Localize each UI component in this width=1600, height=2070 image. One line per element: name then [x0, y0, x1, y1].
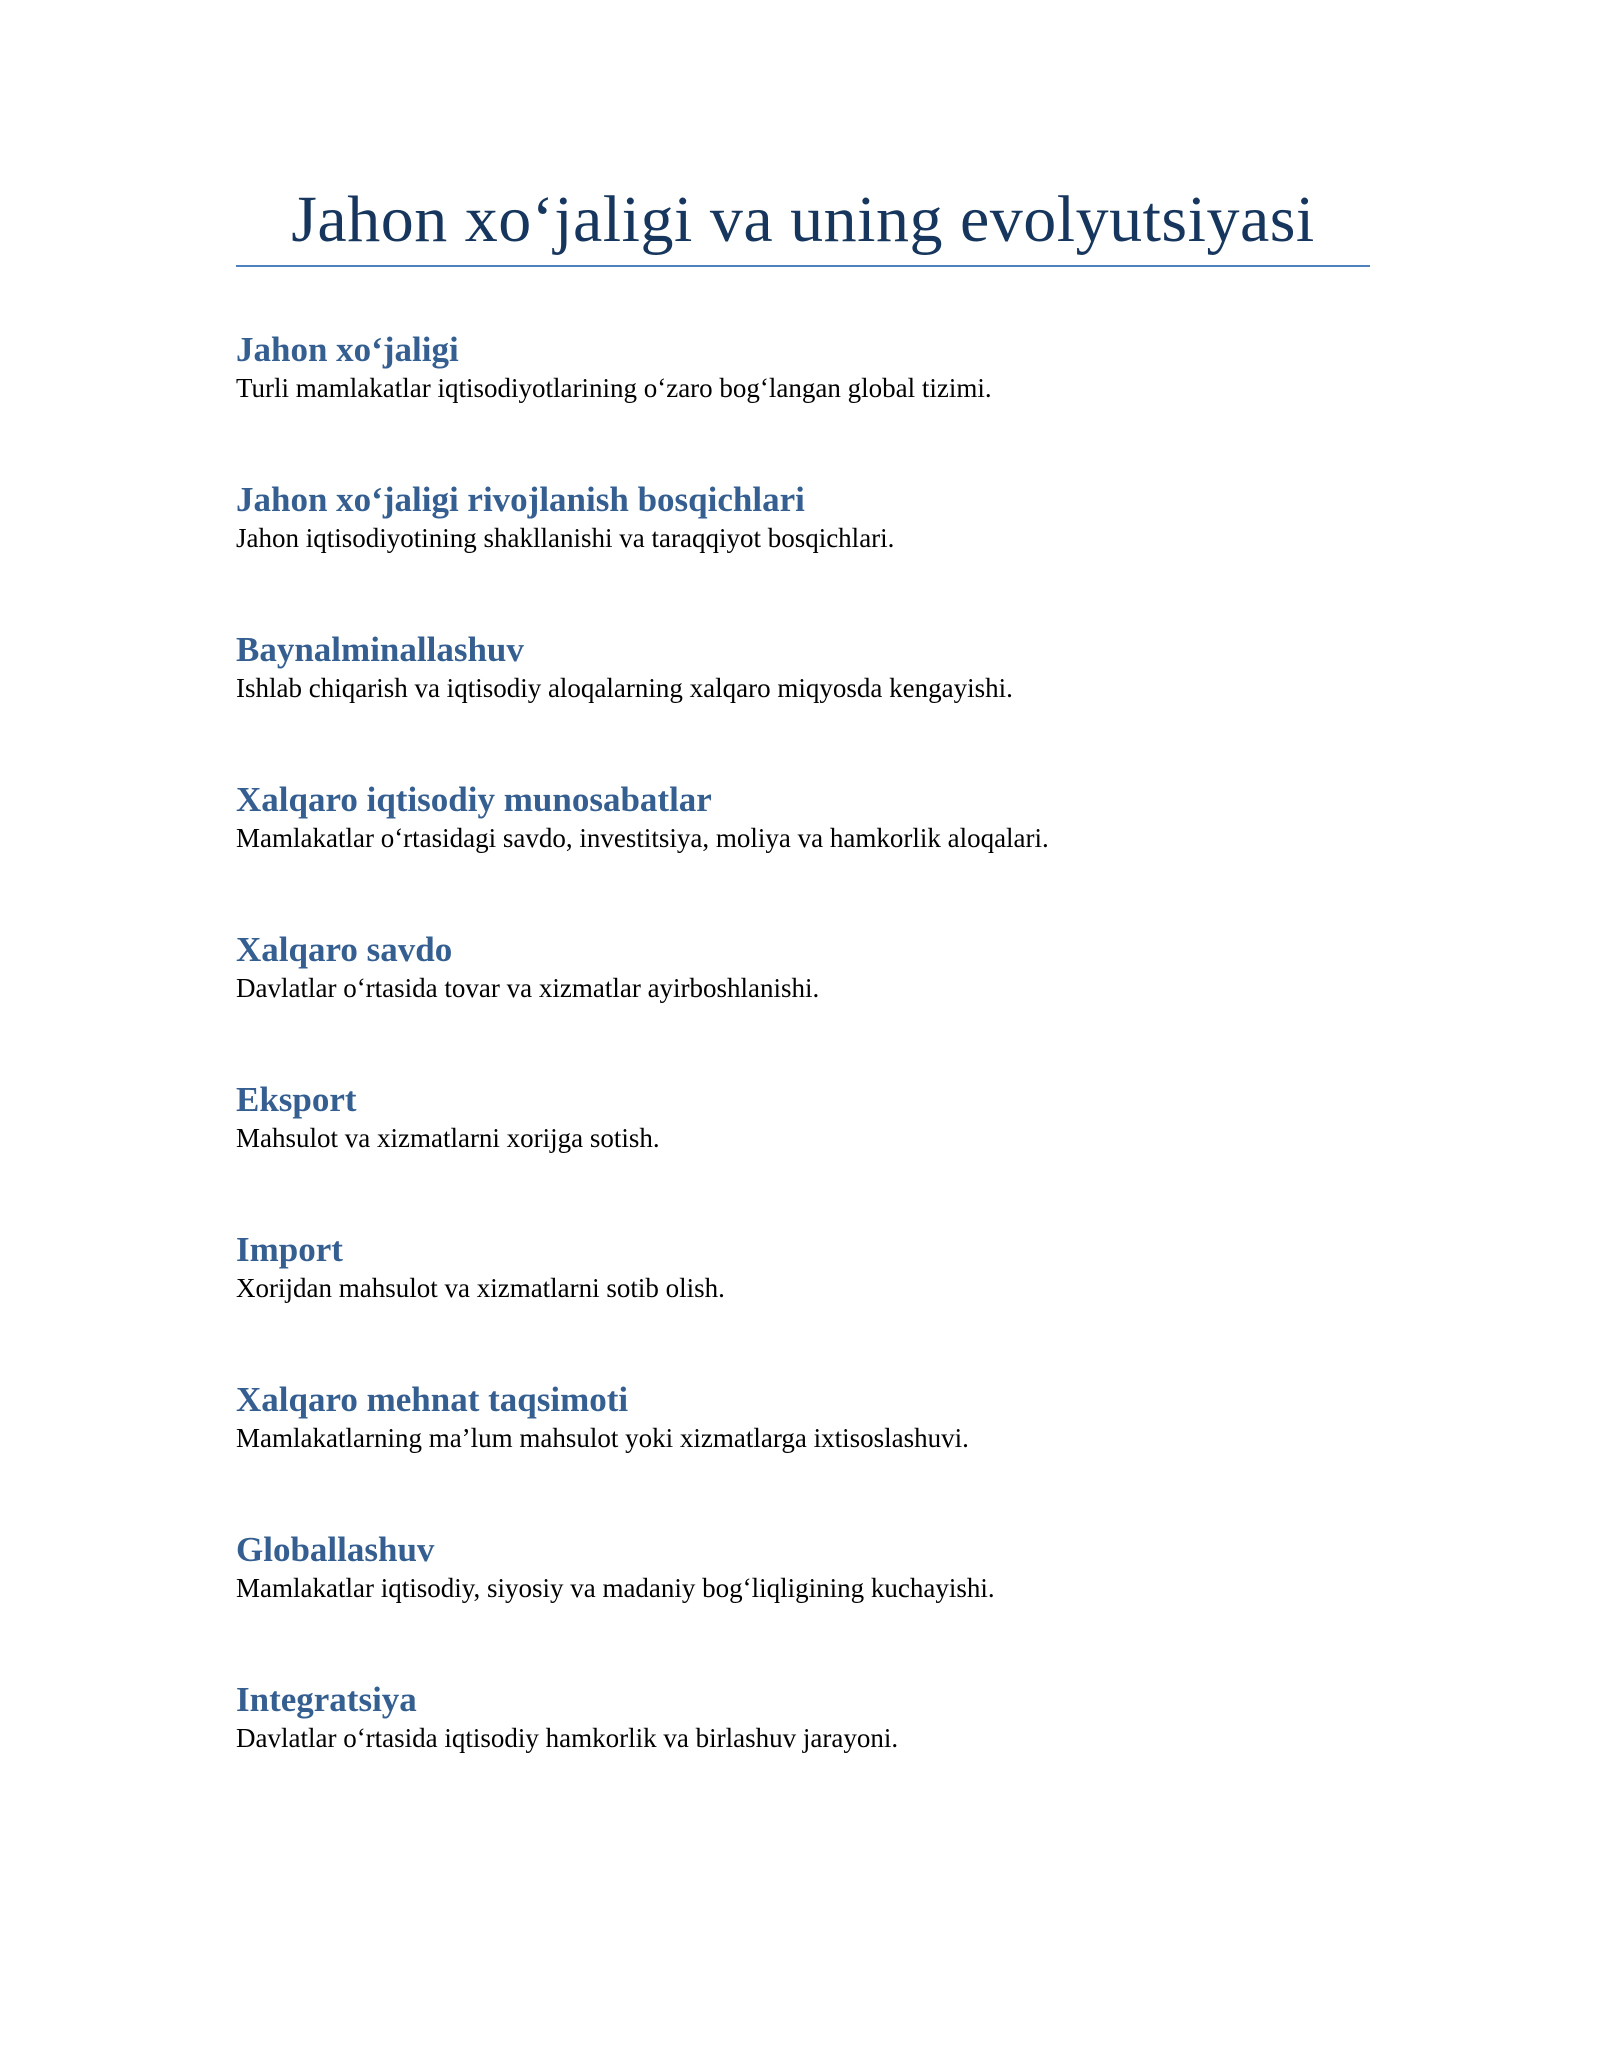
- term-definition: Xorijdan mahsulot va xizmatlarni sotib olish.: [236, 1273, 725, 1304]
- term-heading: Xalqaro mehnat taqsimoti: [236, 1380, 629, 1420]
- term-entry: [236, 1079, 1370, 1229]
- document-title: Jahon xo‘jaligi va uning evolyutsiyasi: [236, 180, 1370, 267]
- term-definition: Jahon iqtisodiyotining shakllanishi va taraqqiyot bosqichlari.: [236, 523, 895, 554]
- term-heading: Eksport: [236, 1080, 357, 1120]
- term-heading: Baynalminallashuv: [236, 630, 524, 670]
- term-heading: Xalqaro savdo: [236, 930, 453, 970]
- term-entry: [236, 1379, 1370, 1529]
- term-heading: Jahon xo‘jaligi rivojlanish bosqichlari: [236, 480, 805, 520]
- term-list: [236, 329, 1370, 1829]
- term-entry: [236, 329, 1370, 479]
- term-entry: [236, 1229, 1370, 1379]
- term-entry: [236, 779, 1370, 929]
- term-definition: Mahsulot va xizmatlarni xorijga sotish.: [236, 1123, 660, 1154]
- term-definition: Mamlakatlar iqtisodiy, siyosiy va madaniy bog‘liqligining kuchayishi.: [236, 1573, 995, 1604]
- term-entry: [236, 629, 1370, 779]
- term-entry: [236, 929, 1370, 1079]
- term-definition: Davlatlar o‘rtasida tovar va xizmatlar ayirboshlanishi.: [236, 973, 820, 1004]
- term-definition: Ishlab chiqarish va iqtisodiy aloqalarning xalqaro miqyosda kengayishi.: [236, 673, 1013, 704]
- term-heading: Import: [236, 1230, 343, 1270]
- term-heading: Globallashuv: [236, 1530, 435, 1570]
- term-heading: Jahon xo‘jaligi: [236, 330, 459, 370]
- term-heading: Integratsiya: [236, 1680, 417, 1720]
- document-page: [236, 180, 1370, 1829]
- term-definition: Mamlakatlar o‘rtasidagi savdo, investitsiya, moliya va hamkorlik aloqalari.: [236, 823, 1049, 854]
- term-heading: Xalqaro iqtisodiy munosabatlar: [236, 780, 712, 820]
- term-definition: Turli mamlakatlar iqtisodiyotlarining o‘zaro bog‘langan global tizimi.: [236, 373, 992, 404]
- term-entry: [236, 1529, 1370, 1679]
- term-definition: Davlatlar o‘rtasida iqtisodiy hamkorlik va birlashuv jarayoni.: [236, 1723, 899, 1754]
- term-entry: [236, 1679, 1370, 1829]
- term-definition: Mamlakatlarning ma’lum mahsulot yoki xizmatlarga ixtisoslashuvi.: [236, 1423, 969, 1454]
- term-entry: [236, 479, 1370, 629]
